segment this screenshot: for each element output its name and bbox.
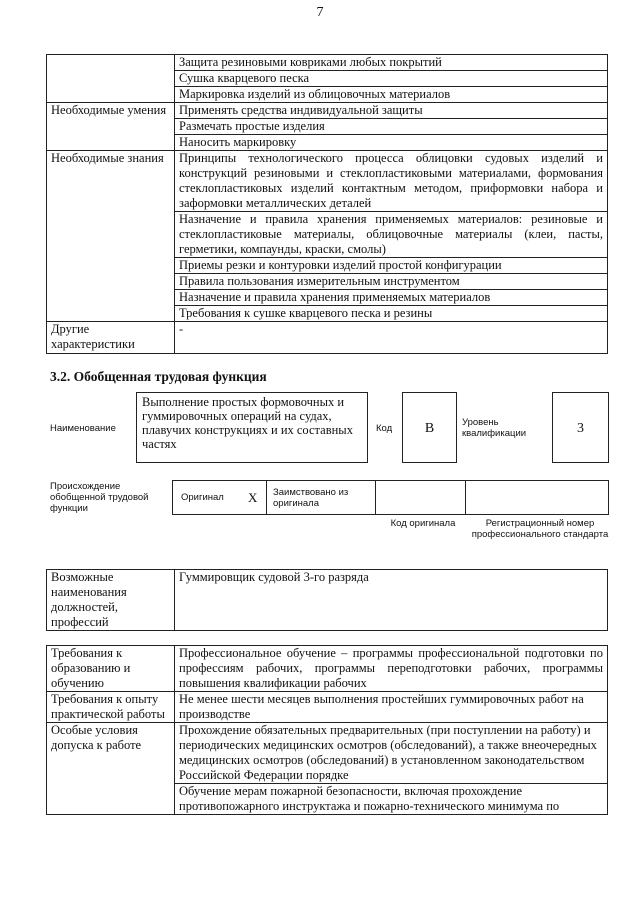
table-row [47,103,608,119]
empty-cell [47,55,175,103]
list-item: Требования к сушке кварцевого песка и резины [175,306,608,322]
list-item: Применять средства индивидуальной защиты [175,103,608,119]
list-item: Защита резиновыми ковриками любых покрытий [175,55,608,71]
other-label: Другие характеристики [47,322,175,354]
name-value: Выполнение простых формовочных и гуммировочных операций на судах, плавучих конструкциях и их составных частях [136,392,368,463]
list-item: Размечать простые изделия [175,119,608,135]
divider [266,481,267,514]
skills-knowledge-table [46,54,608,354]
section-title: 3.2. Обобщенная трудовая функция [50,369,267,384]
table-row [47,692,608,723]
list-item: Наносить маркировку [175,135,608,151]
list-item: Назначение и правила хранения применяемых материалов: резиновые и стеклопластиковые материалы, облицовочные материалы (клеи, пасты, герметики, компаунды, краски, смолы) [175,212,608,258]
page-number: 7 [316,5,324,20]
list-item: Сушка кварцевого песка [175,71,608,87]
table-row [47,570,608,631]
reg-number-caption: Регистрационный номер профессионального стандарта [471,518,609,540]
table-row [47,151,608,212]
requirement-value: Не менее шести месяцев выполнения простейших гуммировочных работ на производстве [175,692,608,723]
list-item: Правила пользования измерительным инструментом [175,274,608,290]
borrowed-label: Заимствовано из оригинала [273,487,349,509]
requirement-label: Требования к образованию и обучению [47,646,175,692]
level-value: 3 [552,392,609,463]
list-item: Принципы технологического процесса облицовки судовых изделий и конструкций резиновыми и стеклопластиковыми материалами, формования стеклопластиковых изделий контактным методом, приформовки набора и заформовки металлических деталей [175,151,608,212]
origin-label: Происхождение обобщенной трудовой функции [50,481,149,514]
origin-box [172,480,609,515]
list-item: Назначение и правила хранения применяемых материалов [175,290,608,306]
knowledge-label: Необходимые знания [47,151,175,322]
requirements-table [46,645,608,815]
code-value: B [402,392,457,463]
code-original-caption: Код оригинала [390,518,456,529]
positions-table [46,569,608,631]
requirement-value: Профессиональное обучение – программы профессиональной подготовки по профессиям рабочих, программы переподготовки рабочих, программы повышения квалификации рабочих [175,646,608,692]
original-mark: X [248,490,258,505]
requirement-value: Прохождение обязательных предварительных (при поступлении на работу) и периодических медицинских осмотров (обследований), а также внеочередных медицинских осмотров (обследований) в установленном законодательством Российской Федерации порядке [175,723,608,784]
level-label: Уровень квалификации [462,417,527,439]
table-row [47,723,608,784]
requirement-value: Обучение мерам пожарной безопасности, включая прохождение противопожарного инструктажа и пожарно-технического минимума по [175,784,608,815]
other-value: - [175,322,608,354]
table-row [47,55,608,71]
skills-label: Необходимые умения [47,103,175,151]
name-label: Наименование [50,423,116,434]
table-row [47,322,608,354]
list-item: Приемы резки и контуровки изделий простой конфигурации [175,258,608,274]
code-label: Код [376,423,393,434]
requirement-label: Особые условия допуска к работе [47,723,175,815]
original-label: Оригинал [181,492,224,503]
divider [375,481,376,514]
table-row [47,646,608,692]
positions-label: Возможные наименования должностей, профессий [47,570,175,631]
requirement-label: Требования к опыту практической работы [47,692,175,723]
positions-value: Гуммировщик судовой 3-го разряда [175,570,608,631]
divider [465,481,466,514]
list-item: Маркировка изделий из облицовочных материалов [175,87,608,103]
